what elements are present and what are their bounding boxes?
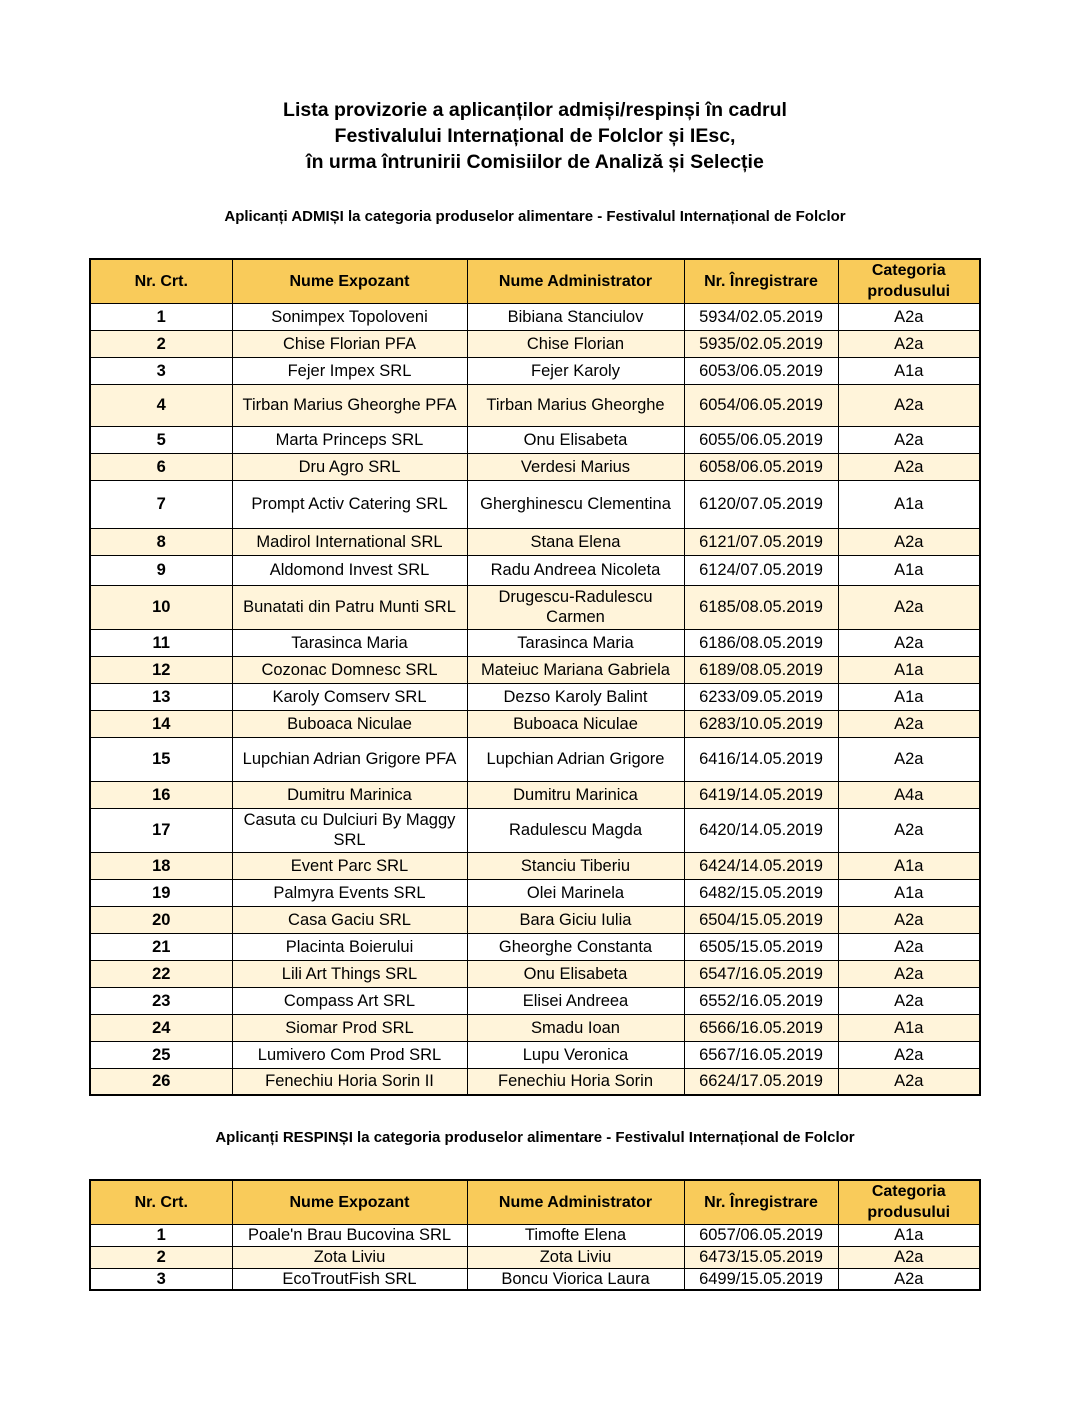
categorie-cell: A2a <box>838 528 980 555</box>
inregistrare-cell: 6058/06.05.2019 <box>684 453 838 480</box>
nr-cell: 20 <box>90 906 232 933</box>
categorie-cell: A2a <box>838 808 980 852</box>
expozant-cell: Buboaca Niculae <box>232 710 467 737</box>
categorie-cell: A2a <box>838 1068 980 1095</box>
table-row <box>90 555 980 585</box>
table-row <box>90 1268 980 1290</box>
administrator-cell: Bibiana Stanciulov <box>467 303 684 330</box>
table-row <box>90 1224 980 1246</box>
table-row <box>90 1246 980 1268</box>
col-nr-crt: Nr. Crt. <box>90 1180 232 1224</box>
nr-cell: 3 <box>90 357 232 384</box>
categorie-cell: A1a <box>838 1224 980 1246</box>
expozant-cell: Marta Princeps SRL <box>232 426 467 453</box>
rejected-heading: Aplicanți RESPINȘI la categoria produselor alimentare - Festivalul Internațional de Folclor <box>215 1129 855 1146</box>
administrator-cell: Timofte Elena <box>467 1224 684 1246</box>
expozant-cell: Lili Art Things SRL <box>232 960 467 987</box>
nr-cell: 8 <box>90 528 232 555</box>
administrator-cell: Elisei Andreea <box>467 987 684 1014</box>
table-row <box>90 585 980 629</box>
nr-cell: 5 <box>90 426 232 453</box>
categorie-cell: A2a <box>838 987 980 1014</box>
categorie-cell: A1a <box>838 1014 980 1041</box>
categorie-cell: A1a <box>838 656 980 683</box>
table-row <box>90 906 980 933</box>
categorie-cell: A1a <box>838 852 980 879</box>
administrator-cell: Lupu Veronica <box>467 1041 684 1068</box>
col-nume-expozant: Nume Expozant <box>232 259 467 303</box>
col-nume-administrator: Nume Administrator <box>467 1180 684 1224</box>
document-title <box>0 97 1070 175</box>
table-row <box>90 1014 980 1041</box>
col-nume-administrator: Nume Administrator <box>467 259 684 303</box>
categorie-cell: A2a <box>838 453 980 480</box>
expozant-cell: Karoly Comserv SRL <box>232 683 467 710</box>
inregistrare-cell: 6416/14.05.2019 <box>684 737 838 781</box>
col-categoria-produsului: Categoria produsului <box>838 1180 980 1224</box>
expozant-cell: Siomar Prod SRL <box>232 1014 467 1041</box>
expozant-cell: Compass Art SRL <box>232 987 467 1014</box>
nr-cell: 2 <box>90 330 232 357</box>
categorie-cell: A1a <box>838 683 980 710</box>
expozant-cell: Tirban Marius Gheorghe PFA <box>232 384 467 426</box>
nr-cell: 12 <box>90 656 232 683</box>
inregistrare-cell: 6624/17.05.2019 <box>684 1068 838 1095</box>
table-row <box>90 710 980 737</box>
table-row <box>90 683 980 710</box>
title-line: în urma întrunirii Comisiilor de Analiză și Selecție <box>306 151 764 173</box>
table-row <box>90 480 980 528</box>
categorie-cell: A2a <box>838 585 980 629</box>
categorie-cell: A2a <box>838 1268 980 1290</box>
expozant-cell: Bunatati din Patru Munti SRL <box>232 585 467 629</box>
nr-cell: 22 <box>90 960 232 987</box>
administrator-cell: Verdesi Marius <box>467 453 684 480</box>
expozant-cell: Dru Agro SRL <box>232 453 467 480</box>
inregistrare-cell: 6189/08.05.2019 <box>684 656 838 683</box>
nr-cell: 10 <box>90 585 232 629</box>
nr-cell: 18 <box>90 852 232 879</box>
administrator-cell: Dumitru Marinica <box>467 781 684 808</box>
table-row <box>90 357 980 384</box>
administrator-cell: Boncu Viorica Laura <box>467 1268 684 1290</box>
nr-cell: 17 <box>90 808 232 852</box>
admitted-table <box>89 258 981 1096</box>
categorie-cell: A2a <box>838 330 980 357</box>
expozant-cell: Placinta Boierului <box>232 933 467 960</box>
table-header-row <box>90 1180 980 1224</box>
administrator-cell: Fenechiu Horia Sorin <box>467 1068 684 1095</box>
nr-cell: 24 <box>90 1014 232 1041</box>
administrator-cell: Onu Elisabeta <box>467 426 684 453</box>
expozant-cell: Palmyra Events SRL <box>232 879 467 906</box>
administrator-cell: Dezso Karoly Balint <box>467 683 684 710</box>
table-header-row <box>90 259 980 303</box>
inregistrare-cell: 6120/07.05.2019 <box>684 480 838 528</box>
nr-cell: 6 <box>90 453 232 480</box>
expozant-cell: Fenechiu Horia Sorin II <box>232 1068 467 1095</box>
categorie-cell: A4a <box>838 781 980 808</box>
categorie-cell: A2a <box>838 906 980 933</box>
table-row <box>90 384 980 426</box>
inregistrare-cell: 6552/16.05.2019 <box>684 987 838 1014</box>
administrator-cell: Stana Elena <box>467 528 684 555</box>
inregistrare-cell: 6567/16.05.2019 <box>684 1041 838 1068</box>
table-row <box>90 879 980 906</box>
inregistrare-cell: 5935/02.05.2019 <box>684 330 838 357</box>
categorie-cell: A2a <box>838 933 980 960</box>
administrator-cell: Smadu Ioan <box>467 1014 684 1041</box>
table-row <box>90 1068 980 1095</box>
expozant-cell: Event Parc SRL <box>232 852 467 879</box>
inregistrare-cell: 6233/09.05.2019 <box>684 683 838 710</box>
table-row <box>90 528 980 555</box>
categorie-cell: A2a <box>838 303 980 330</box>
nr-cell: 14 <box>90 710 232 737</box>
table-row <box>90 330 980 357</box>
expozant-cell: Lumivero Com Prod SRL <box>232 1041 467 1068</box>
inregistrare-cell: 6566/16.05.2019 <box>684 1014 838 1041</box>
administrator-cell: Zota Liviu <box>467 1246 684 1268</box>
administrator-cell: Chise Florian <box>467 330 684 357</box>
title-line: Lista provizorie a aplicanților admiși/respinși în cadrul <box>283 99 787 121</box>
categorie-cell: A2a <box>838 384 980 426</box>
admitted-heading: Aplicanți ADMIȘI la categoria produselor alimentare - Festivalul Internațional de Folclor <box>224 208 846 225</box>
title-line: Festivalului Internațional de Folclor și IEsc, <box>334 125 736 147</box>
table-row <box>90 426 980 453</box>
inregistrare-cell: 6420/14.05.2019 <box>684 808 838 852</box>
inregistrare-cell: 6054/06.05.2019 <box>684 384 838 426</box>
inregistrare-cell: 6547/16.05.2019 <box>684 960 838 987</box>
inregistrare-cell: 6505/15.05.2019 <box>684 933 838 960</box>
table-row <box>90 781 980 808</box>
administrator-cell: Onu Elisabeta <box>467 960 684 987</box>
table-row <box>90 852 980 879</box>
nr-cell: 25 <box>90 1041 232 1068</box>
categorie-cell: A1a <box>838 879 980 906</box>
inregistrare-cell: 6055/06.05.2019 <box>684 426 838 453</box>
col-nume-expozant: Nume Expozant <box>232 1180 467 1224</box>
expozant-cell: EcoTroutFish SRL <box>232 1268 467 1290</box>
categorie-cell: A1a <box>838 480 980 528</box>
inregistrare-cell: 6185/08.05.2019 <box>684 585 838 629</box>
expozant-cell: Dumitru Marinica <box>232 781 467 808</box>
expozant-cell: Zota Liviu <box>232 1246 467 1268</box>
categorie-cell: A1a <box>838 357 980 384</box>
expozant-cell: Lupchian Adrian Grigore PFA <box>232 737 467 781</box>
administrator-cell: Radulescu Magda <box>467 808 684 852</box>
administrator-cell: Bara Giciu Iulia <box>467 906 684 933</box>
nr-cell: 26 <box>90 1068 232 1095</box>
inregistrare-cell: 6419/14.05.2019 <box>684 781 838 808</box>
expozant-cell: Sonimpex Topoloveni <box>232 303 467 330</box>
administrator-cell: Tarasinca Maria <box>467 629 684 656</box>
inregistrare-cell: 6121/07.05.2019 <box>684 528 838 555</box>
administrator-cell: Lupchian Adrian Grigore <box>467 737 684 781</box>
nr-cell: 3 <box>90 1268 232 1290</box>
expozant-cell: Aldomond Invest SRL <box>232 555 467 585</box>
administrator-cell: Drugescu-Radulescu Carmen <box>467 585 684 629</box>
nr-cell: 9 <box>90 555 232 585</box>
categorie-cell: A2a <box>838 710 980 737</box>
administrator-cell: Stanciu Tiberiu <box>467 852 684 879</box>
nr-cell: 15 <box>90 737 232 781</box>
inregistrare-cell: 6186/08.05.2019 <box>684 629 838 656</box>
expozant-cell: Chise Florian PFA <box>232 330 467 357</box>
inregistrare-cell: 6124/07.05.2019 <box>684 555 838 585</box>
categorie-cell: A2a <box>838 1246 980 1268</box>
table-row <box>90 629 980 656</box>
nr-cell: 16 <box>90 781 232 808</box>
col-nr-inregistrare: Nr. Înregistrare <box>684 259 838 303</box>
inregistrare-cell: 6473/15.05.2019 <box>684 1246 838 1268</box>
administrator-cell: Mateiuc Mariana Gabriela <box>467 656 684 683</box>
inregistrare-cell: 6482/15.05.2019 <box>684 879 838 906</box>
table-row <box>90 808 980 852</box>
expozant-cell: Madirol International SRL <box>232 528 467 555</box>
table-row <box>90 453 980 480</box>
administrator-cell: Gherghinescu Clementina <box>467 480 684 528</box>
expozant-cell: Tarasinca Maria <box>232 629 467 656</box>
expozant-cell: Cozonac Domnesc SRL <box>232 656 467 683</box>
nr-cell: 23 <box>90 987 232 1014</box>
table-row <box>90 656 980 683</box>
inregistrare-cell: 6283/10.05.2019 <box>684 710 838 737</box>
categorie-cell: A2a <box>838 737 980 781</box>
inregistrare-cell: 6504/15.05.2019 <box>684 906 838 933</box>
nr-cell: 19 <box>90 879 232 906</box>
col-nr-inregistrare: Nr. Înregistrare <box>684 1180 838 1224</box>
nr-cell: 2 <box>90 1246 232 1268</box>
col-categoria-produsului: Categoria produsului <box>838 259 980 303</box>
nr-cell: 1 <box>90 303 232 330</box>
expozant-cell: Prompt Activ Catering SRL <box>232 480 467 528</box>
administrator-cell: Fejer Karoly <box>467 357 684 384</box>
administrator-cell: Gheorghe Constanta <box>467 933 684 960</box>
inregistrare-cell: 6499/15.05.2019 <box>684 1268 838 1290</box>
nr-cell: 4 <box>90 384 232 426</box>
expozant-cell: Casa Gaciu SRL <box>232 906 467 933</box>
categorie-cell: A2a <box>838 426 980 453</box>
table-row <box>90 737 980 781</box>
table-row <box>90 960 980 987</box>
inregistrare-cell: 6424/14.05.2019 <box>684 852 838 879</box>
nr-cell: 13 <box>90 683 232 710</box>
categorie-cell: A2a <box>838 629 980 656</box>
categorie-cell: A2a <box>838 1041 980 1068</box>
rejected-table <box>89 1179 981 1291</box>
inregistrare-cell: 6053/06.05.2019 <box>684 357 838 384</box>
nr-cell: 7 <box>90 480 232 528</box>
table-row <box>90 303 980 330</box>
table-row <box>90 933 980 960</box>
categorie-cell: A1a <box>838 555 980 585</box>
categorie-cell: A2a <box>838 960 980 987</box>
nr-cell: 21 <box>90 933 232 960</box>
administrator-cell: Olei Marinela <box>467 879 684 906</box>
expozant-cell: Casuta cu Dulciuri By Maggy SRL <box>232 808 467 852</box>
expozant-cell: Fejer Impex SRL <box>232 357 467 384</box>
table-row <box>90 987 980 1014</box>
inregistrare-cell: 5934/02.05.2019 <box>684 303 838 330</box>
table-row <box>90 1041 980 1068</box>
col-nr-crt: Nr. Crt. <box>90 259 232 303</box>
administrator-cell: Buboaca Niculae <box>467 710 684 737</box>
nr-cell: 11 <box>90 629 232 656</box>
administrator-cell: Radu Andreea Nicoleta <box>467 555 684 585</box>
nr-cell: 1 <box>90 1224 232 1246</box>
inregistrare-cell: 6057/06.05.2019 <box>684 1224 838 1246</box>
administrator-cell: Tirban Marius Gheorghe <box>467 384 684 426</box>
expozant-cell: Poale'n Brau Bucovina SRL <box>232 1224 467 1246</box>
